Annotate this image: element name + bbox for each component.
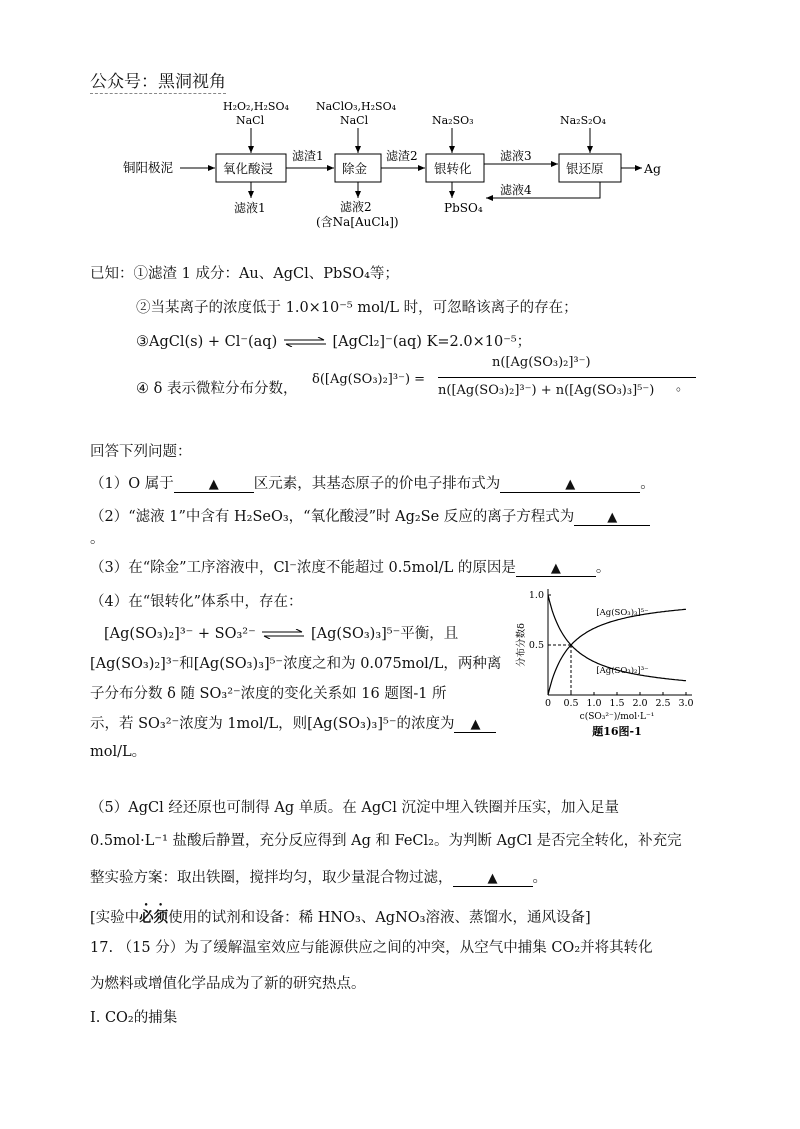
box4-label: 银还原 bbox=[566, 161, 604, 176]
known-4-lead: ④ δ 表示微粒分布分数， bbox=[136, 381, 298, 397]
q17-line2: 为燃料或增值化学品成为了新的研究热点。 bbox=[90, 976, 366, 992]
q4-blank[interactable]: ▲ bbox=[454, 716, 496, 733]
q2-blank[interactable]: ▲ bbox=[574, 509, 650, 526]
q17-line1: 17. （15 分）为了缓解温室效应与能源供应之间的冲突，从空气中捕集 CO₂并将其转化 bbox=[90, 940, 653, 956]
x-tick-label: 2.0 bbox=[632, 698, 648, 709]
reagent1-b: NaCl bbox=[236, 114, 265, 127]
q2: （2）“滤液 1”中含有 H₂SeO₃，“氧化酸浸”时 Ag₂Se 反应的离子方程式为 ▲ bbox=[90, 505, 650, 526]
q5-line1: （5）AgCl 经还原也可制得 Ag 单质。在 AgCl 沉淀中埋入铁圈并压实，加入足量 bbox=[90, 800, 619, 816]
box2-label: 除金 bbox=[342, 161, 368, 176]
out3: PbSO₄ bbox=[444, 201, 483, 215]
y-axis-label: 分布分数δ bbox=[516, 623, 527, 667]
q5-line2: 0.5mol·L⁻¹ 盐酸后静置，充分反应得到 Ag 和 FeCl₂。为判断 AgCl 是否完全转化，补充完 bbox=[90, 833, 682, 849]
arrow2-label: 滤渣2 bbox=[386, 149, 418, 163]
x-tick-label: 1.5 bbox=[609, 698, 625, 709]
out2-a: 滤液2 bbox=[340, 200, 372, 214]
q3-blank[interactable]: ▲ bbox=[516, 560, 596, 577]
q4-line2: [Ag(SO₃)₂]³⁻ + SO₃²⁻ [Ag(SO₃)₃]⁵⁻平衡，且 bbox=[104, 626, 459, 642]
q4-line6: mol/L。 bbox=[90, 744, 147, 760]
q1-blank-1[interactable]: ▲ bbox=[174, 476, 254, 493]
q4-line5: 示，若 SO₃²⁻浓度为 1mol/L，则[Ag(SO₃)₃]⁵⁻的浓度为 ▲ bbox=[90, 712, 496, 733]
out2-b: (含Na[AuCl₄]) bbox=[316, 215, 399, 229]
series-label-0: [Ag(SO₃)₃]⁵⁻ bbox=[596, 608, 649, 618]
questions-intro: 回答下列问题： bbox=[90, 444, 192, 460]
q4-line4: 子分布分数 δ 随 SO₃²⁻浓度的变化关系如 16 题图-1 所 bbox=[90, 686, 447, 702]
q5-line3: 整实验方案：取出铁圈，搅拌均匀，取少量混合物过滤， ▲ 。 bbox=[90, 870, 547, 886]
reagent1-a: H₂O₂,H₂SO₄ bbox=[223, 100, 289, 113]
header-watermark: 公众号：黑洞视角 bbox=[90, 67, 226, 94]
q3: （3）在“除金”工序溶液中，Cl⁻浓度不能超过 0.5mol/L 的原因是 ▲ 。 bbox=[90, 560, 611, 576]
x-tick-label: 3.0 bbox=[678, 698, 694, 709]
reagent4: Na₂S₂O₄ bbox=[560, 114, 606, 127]
known-3: ③AgCl(s) + Cl⁻(aq) [AgCl₂]⁻(aq) K=2.0×10⁻⁵； bbox=[136, 334, 532, 350]
flow-end: Ag bbox=[644, 161, 662, 176]
series-line-0 bbox=[548, 609, 686, 695]
series-label-1: [Ag(SO₃)₂]³⁻ bbox=[596, 666, 649, 676]
reagent3: Na₂SO₃ bbox=[432, 114, 474, 127]
return-label: 滤液4 bbox=[500, 183, 532, 197]
reagent2-a: NaClO₃,H₂SO₄ bbox=[316, 100, 397, 113]
x-tick-label: 2.5 bbox=[655, 698, 671, 709]
box3-label: 银转化 bbox=[434, 161, 472, 176]
process-flowchart bbox=[120, 98, 680, 233]
x-tick-label: 0 bbox=[544, 698, 552, 709]
q5-blank[interactable]: ▲ bbox=[453, 870, 533, 887]
reagent2-b: NaCl bbox=[340, 114, 369, 127]
q1-blank-2[interactable]: ▲ bbox=[500, 476, 640, 493]
chart-title: 题16图-1 bbox=[592, 725, 642, 738]
y-tick-label: 1.0 bbox=[528, 590, 544, 601]
equilibrium-arrow-icon bbox=[282, 337, 328, 347]
known-1: 已知：①滤渣 1 成分：Au、AgCl、PbSO₄等； bbox=[90, 266, 399, 282]
x-axis-label: c(SO₃²⁻)/mol·L⁻¹ bbox=[579, 712, 655, 722]
distribution-chart bbox=[508, 585, 708, 745]
out1: 滤液1 bbox=[234, 201, 266, 215]
x-tick-label: 1.0 bbox=[586, 698, 602, 709]
equilibrium-arrow-icon bbox=[260, 629, 306, 639]
arrow3-label: 滤液3 bbox=[500, 149, 532, 163]
q5-line4: [实验中必须使用的试剂和设备：稀 HNO₃、AgNO₃溶液、蒸馏水，通风设备] bbox=[90, 909, 591, 926]
q1: （1）O 属于 ▲ 区元素，其基态原子的价电子排布式为 ▲ 。 bbox=[90, 476, 655, 492]
q4-line1: （4）在“银转化”体系中，存在： bbox=[90, 594, 303, 610]
q2-end: 。 bbox=[90, 531, 105, 547]
box1-label: 氧化酸浸 bbox=[223, 161, 274, 176]
x-tick-label: 0.5 bbox=[563, 698, 579, 709]
y-tick-label: 0.5 bbox=[528, 640, 544, 651]
arrow1-label: 滤渣1 bbox=[292, 149, 324, 163]
known-2: ②当某离子的浓度低于 1.0×10⁻⁵ mol/L 时，可忽略该离子的存在； bbox=[136, 300, 578, 316]
flow-start: 铜阳极泥 bbox=[123, 160, 174, 175]
q4-line3: [Ag(SO₃)₂]³⁻和[Ag(SO₃)₃]⁵⁻浓度之和为 0.075mol/L，两种离 bbox=[90, 656, 502, 672]
q17-heading: Ⅰ. CO₂的捕集 bbox=[90, 1010, 178, 1026]
